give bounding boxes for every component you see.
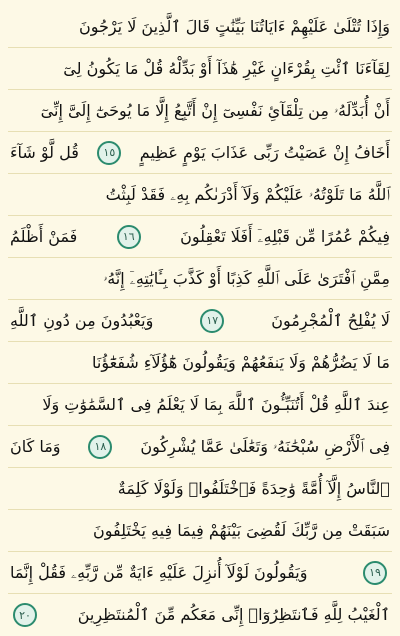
text-line-2: [8, 48, 392, 90]
verse-text: أَنْ أُبَدِّلَهُۥ مِن تِلْقَآئِ نَفْسِىٓ إِنْ أَتَّبِعُ إِلَّا مَا يُوحَىٰٓ إِلَىَّ إِنِّىٓ: [40, 100, 390, 120]
verse-text: قُل لَّوْ شَآءَ: [10, 142, 79, 162]
ayah-number-marker: ١٩: [363, 561, 387, 585]
verse-text: وَيَقُولُونَ لَوْلَآ أُنزِلَ عَلَيْهِ ءَايَةٌ مِّن رَّبِّهِۦ فَقُلْ إِنَّمَا: [10, 562, 308, 582]
text-line-8: [8, 300, 392, 342]
text-line-3: [8, 90, 392, 132]
text-line-15: [8, 594, 392, 636]
ayah-number-marker: ١٨: [88, 435, 112, 459]
text-line-1: [8, 6, 392, 48]
ayah-number-marker: ١٧: [200, 309, 224, 333]
verse-text: عِندَ ٱللَّهِ قُلْ أَتُنَبِّـُٔونَ ٱللَّهَ بِمَا لَا يَعْلَمُ فِى ٱلسَّمَٰوَٰتِ وَلَا: [42, 394, 390, 414]
ayah-number-marker: ١٥: [97, 141, 121, 165]
text-line-13: [8, 510, 392, 552]
text-line-7: [8, 258, 392, 300]
verse-text: وَمَا كَانَ: [10, 436, 61, 456]
verse-text: ٱلْغَيْبُ لِلَّهِ فَٱنتَظِرُوٓا۟ إِنِّى مَعَكُم مِّنَ ٱلْمُنتَظِرِينَ: [77, 605, 390, 624]
verse-text: لَا يُفْلِحُ ٱلْمُجْرِمُونَ: [271, 310, 390, 330]
verse-text: وَيَعْبُدُونَ مِن دُونِ ٱللَّهِ: [10, 310, 154, 330]
verse-text: أَخَافُ إِنْ عَصَيْتُ رَبِّى عَذَابَ يَوْمٍ عَظِيمٍ: [139, 142, 390, 162]
verse-text: ٱلنَّاسُ إِلَّآ أُمَّةً وَٰحِدَةً فَٱخْتَلَفُوا۟ وَلَوْلَا كَلِمَةٌ: [117, 478, 390, 498]
text-line-11: [8, 426, 392, 468]
verse-text: فِيكُمْ عُمُرًا مِّن قَبْلِهِۦٓ أَفَلَا تَعْقِلُونَ: [180, 226, 390, 246]
verse-text: فَمَنْ أَظْلَمُ: [10, 226, 78, 246]
verse-text: لِقَآءَنَا ٱئْتِ بِقُرْءَانٍ غَيْرِ هَٰذَآ أَوْ بَدِّلْهُ قُلْ مَا يَكُونُ لِىٓ: [63, 58, 390, 78]
ayah-number-marker: ١٦: [117, 225, 141, 249]
text-line-9: [8, 342, 392, 384]
verse-text: مَا لَا يَضُرُّهُمْ وَلَا يَنفَعُهُمْ وَيَقُولُونَ هَٰٓؤُلَآءِ شُفَعَٰٓؤُنَا: [92, 352, 390, 372]
verse-text: فِى ٱلْأَرْضِ سُبْحَٰنَهُۥ وَتَعَٰلَىٰ عَمَّا يُشْرِكُونَ: [140, 436, 390, 456]
verse-text: ٱللَّهُ مَا تَلَوْتُهُۥ عَلَيْكُمْ وَلَآ أَدْرَىٰكُم بِهِۦ فَقَدْ لَبِثْتُ: [105, 184, 390, 204]
verse-text: سَبَقَتْ مِن رَّبِّكَ لَقُضِىَ بَيْنَهُمْ فِيمَا فِيهِ يَخْتَلِفُونَ: [92, 520, 390, 540]
text-line-6: [8, 216, 392, 258]
text-line-12: [8, 468, 392, 510]
text-line-5: [8, 174, 392, 216]
ayah-number-marker: ٢٠: [13, 603, 37, 627]
text-line-14: [8, 552, 392, 594]
text-line-4: [8, 132, 392, 174]
verse-text: مِمَّنِ ٱفْتَرَىٰ عَلَى ٱللَّهِ كَذِبًا أَوْ كَذَّبَ بِـَٔايَٰتِهِۦٓ إِنَّهُۥ: [103, 268, 390, 288]
verse-text: وَإِذَا تُتْلَىٰ عَلَيْهِمْ ءَايَاتُنَا بَيِّنَٰتٍ قَالَ ٱلَّذِينَ لَا يَرْجُونَ: [78, 16, 390, 36]
text-line-10: [8, 384, 392, 426]
